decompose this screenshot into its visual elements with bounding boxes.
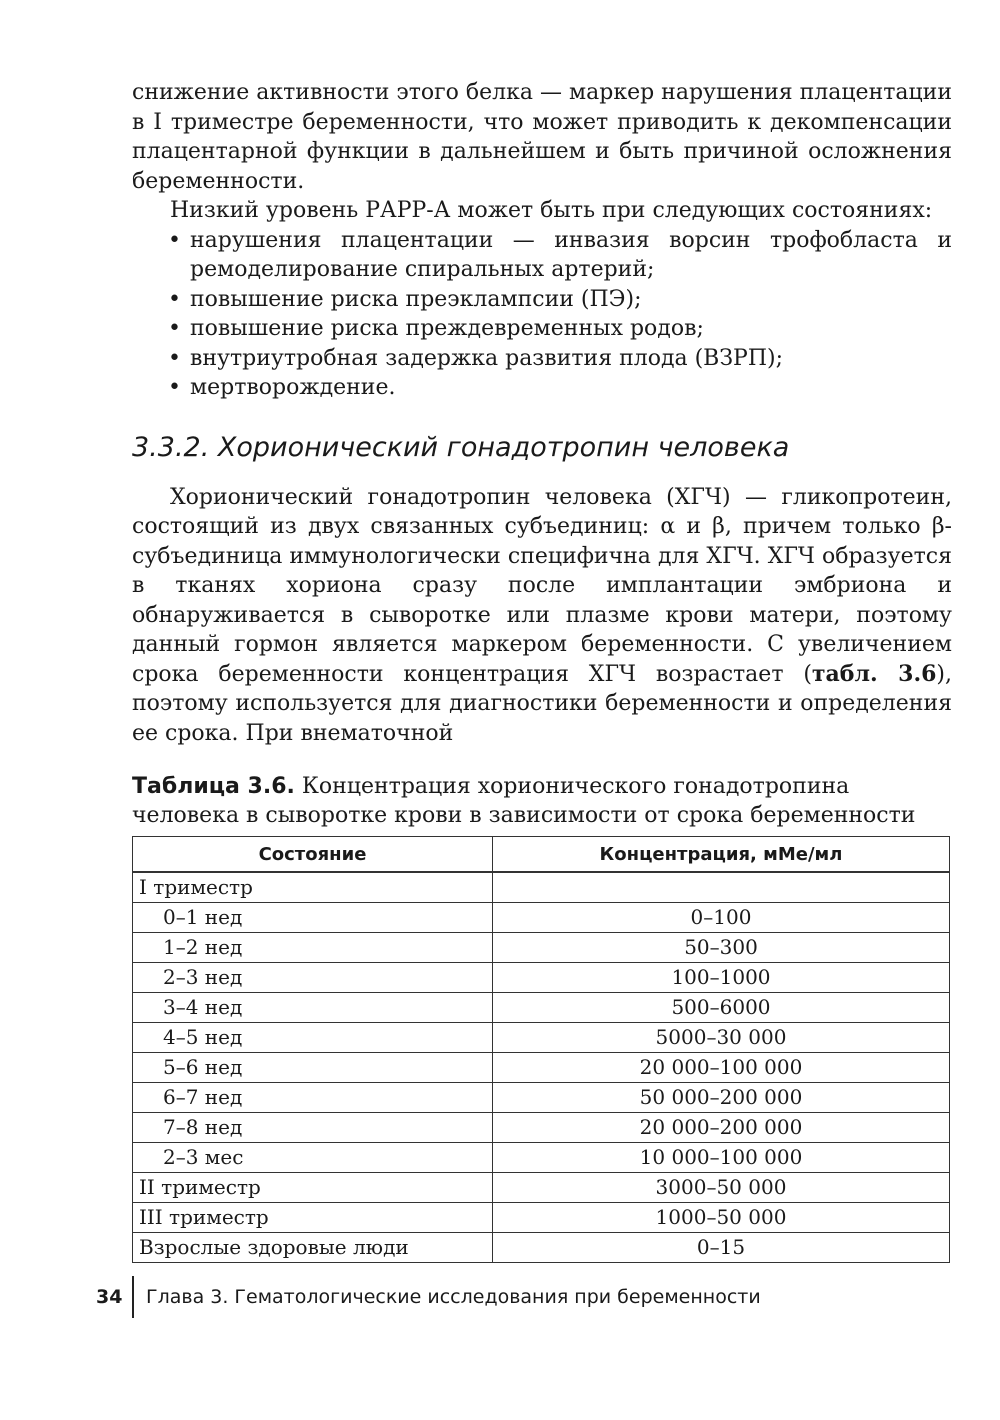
concentration-cell: 20 000–200 000	[493, 1113, 950, 1143]
state-cell: 5–6 нед	[133, 1053, 493, 1083]
column-header-state: Состояние	[133, 837, 493, 873]
table-row	[133, 903, 950, 933]
page-content	[132, 78, 952, 1263]
table-caption-label: Таблица 3.6.	[132, 774, 295, 799]
table-row	[133, 872, 950, 903]
bullet-icon: •	[168, 227, 181, 253]
hcg-paragraph: Хорионический гонадотропин человека (ХГЧ) — гликопротеин, состоящий из двух связанных субъединиц: α и β, причем только β-субъединица иммунологически специфична для ХГЧ. ХГЧ образуется в тканях хориона сразу после имплантации эмбриона и обнаруживается в сыворотке или плазме крови матери, поэтому данный гормон является маркером беременности. С увеличением срока беременности концентрация ХГЧ возрастает (табл. 3.6), поэтому используется для диагностики беременности и определения ее срока. При внематочной	[132, 484, 952, 746]
list-item: • нарушения плацентации — инвазия ворсин трофобласта и ремоделирование спиральных артерий;	[168, 227, 952, 282]
table-row	[133, 933, 950, 963]
concentration-cell: 0–15	[493, 1233, 950, 1263]
concentration-cell: 0–100	[493, 903, 950, 933]
table-row	[133, 963, 950, 993]
bullet-icon: •	[168, 375, 181, 400]
condition-list	[132, 226, 952, 403]
page-number: 34	[96, 1286, 123, 1308]
bullet-icon: •	[168, 345, 181, 371]
concentration-cell: 5000–30 000	[493, 1023, 950, 1053]
state-cell: 4–5 нед	[133, 1023, 493, 1053]
state-cell: 2–3 мес	[133, 1143, 493, 1173]
state-cell: 0–1 нед	[133, 903, 493, 933]
table-row	[133, 1053, 950, 1083]
list-item: • повышение риска преждевременных родов;	[132, 314, 952, 344]
state-cell: 3–4 нед	[133, 993, 493, 1023]
state-cell: III триместр	[133, 1203, 493, 1233]
concentration-cell: 50–300	[493, 933, 950, 963]
concentration-cell: 3000–50 000	[493, 1173, 950, 1203]
table-row	[133, 1083, 950, 1113]
intro-paragraph: снижение активности этого белка — маркер нарушения плацентации в I триместре беременности, что может приводить к декомпенсации плацентарной функции в дальнейшем и быть причиной осложнения беременности.	[132, 80, 952, 194]
list-item: • внутриутробная задержка развития плода (ВЗРП);	[132, 344, 952, 374]
state-cell: 2–3 нед	[133, 963, 493, 993]
list-item: • мертворождение.	[132, 373, 952, 403]
concentration-cell: 100–1000	[493, 963, 950, 993]
table-caption-text: Концентрация хорионического гонадотропина человека в сыворотке крови в зависимости от срока беременности	[132, 774, 916, 828]
concentration-cell	[493, 872, 950, 903]
table-row	[133, 1113, 950, 1143]
table-row	[133, 1023, 950, 1053]
concentration-cell: 50 000–200 000	[493, 1083, 950, 1113]
bullet-icon: •	[168, 316, 181, 341]
state-cell: II триместр	[133, 1173, 493, 1203]
table-reference[interactable]: табл. 3.6	[811, 660, 937, 687]
concentration-cell: 10 000–100 000	[493, 1143, 950, 1173]
section-title: 3.3.2. Хорионический гонадотропин человека	[132, 431, 790, 463]
table-row	[133, 1203, 950, 1233]
page-footer	[96, 1276, 761, 1318]
column-header-concentration: Концентрация, мМе/мл	[493, 837, 950, 873]
state-cell: 1–2 нед	[133, 933, 493, 963]
footer-divider	[132, 1276, 134, 1318]
state-cell: 6–7 нед	[133, 1083, 493, 1113]
bullet-icon: •	[168, 286, 181, 312]
table-row	[133, 993, 950, 1023]
chapter-title: Глава 3. Гематологические исследования при беременности	[146, 1286, 761, 1308]
table-caption	[132, 772, 952, 830]
list-item: • повышение риска преэклампсии (ПЭ);	[132, 285, 952, 315]
state-cell: I триместр	[133, 872, 493, 903]
table-row	[133, 1173, 950, 1203]
state-cell: Взрослые здоровые люди	[133, 1233, 493, 1263]
state-cell: 7–8 нед	[133, 1113, 493, 1143]
concentration-cell: 20 000–100 000	[493, 1053, 950, 1083]
concentration-cell: 500–6000	[493, 993, 950, 1023]
papp-intro: Низкий уровень РАРР-А может быть при следующих состояниях:	[170, 198, 933, 223]
table-row	[133, 1143, 950, 1173]
table-header-row	[133, 837, 950, 873]
table-row	[133, 1233, 950, 1263]
concentration-cell: 1000–50 000	[493, 1203, 950, 1233]
hcg-table	[132, 836, 950, 1263]
